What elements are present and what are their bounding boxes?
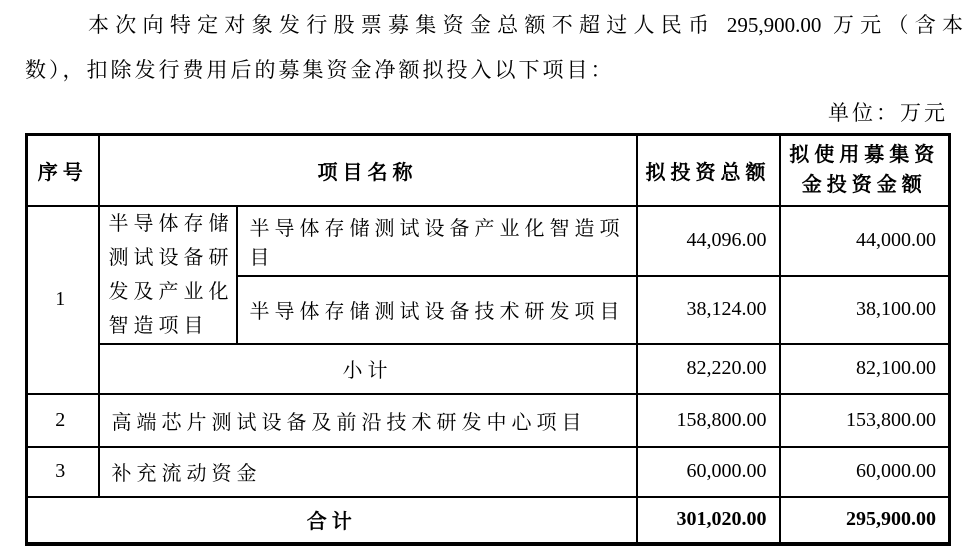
cell-project-2-name: 高端芯片测试设备及前沿技术研发中心项目 [99,394,637,447]
table-row-total [27,497,950,544]
cell-project-2-total: 158,800.00 [637,394,780,447]
table-row-group1-sub1 [27,206,950,277]
cell-project-1b-total: 38,124.00 [637,276,780,344]
intro-line-2: 数），扣除发行费用后的募集资金净额拟投入以下项目： [25,58,615,82]
cell-project-2-raised: 153,800.00 [780,394,950,447]
cell-group1-label [99,206,237,344]
cell-seq-1: 1 [27,206,99,394]
header-seq: 序号 [27,135,99,206]
header-raised-funds [780,135,950,206]
cell-project-3-name: 补充流动资金 [99,447,637,497]
cell-project-1a-name: 半导体存储测试设备产业化智造项目 [237,206,637,277]
cell-project-1b-raised: 38,100.00 [780,276,950,344]
cell-subtotal-raised: 82,100.00 [780,344,950,394]
cell-total-label: 合计 [27,497,637,544]
cell-total-raised: 295,900.00 [780,497,950,544]
fundraising-projects-table [25,133,951,546]
header-raised-funds-text: 拟使用募集资金投资金额 [789,144,940,197]
unit-label: 单位：万元 [828,101,948,125]
cell-project-1b-name: 半导体存储测试设备技术研发项目 [237,276,637,344]
intro-paragraph [25,3,963,93]
table-row-project2 [27,394,950,447]
cell-project-1a-total: 44,096.00 [637,206,780,277]
cell-project-3-total: 60,000.00 [637,447,780,497]
cell-subtotal-total: 82,220.00 [637,344,780,394]
table-header-row [27,135,950,206]
cell-subtotal-label: 小计 [99,344,637,394]
cell-project-3-raised: 60,000.00 [780,447,950,497]
cell-total-total: 301,020.00 [637,497,780,544]
table-row-project3 [27,447,950,497]
header-project-name: 项目名称 [99,135,637,206]
intro-line-1: 本次向特定对象发行股票募集资金总额不超过人民币 295,900.00 万元（含本 [88,13,963,37]
table-row-subtotal [27,344,950,394]
cell-seq-2: 2 [27,394,99,447]
header-total-investment: 拟投资总额 [637,135,780,206]
cell-seq-3: 3 [27,447,99,497]
cell-project-1a-raised: 44,000.00 [780,206,950,277]
group1-label-text: 半导体存储测试设备研发及产业化智造项目 [108,212,234,337]
